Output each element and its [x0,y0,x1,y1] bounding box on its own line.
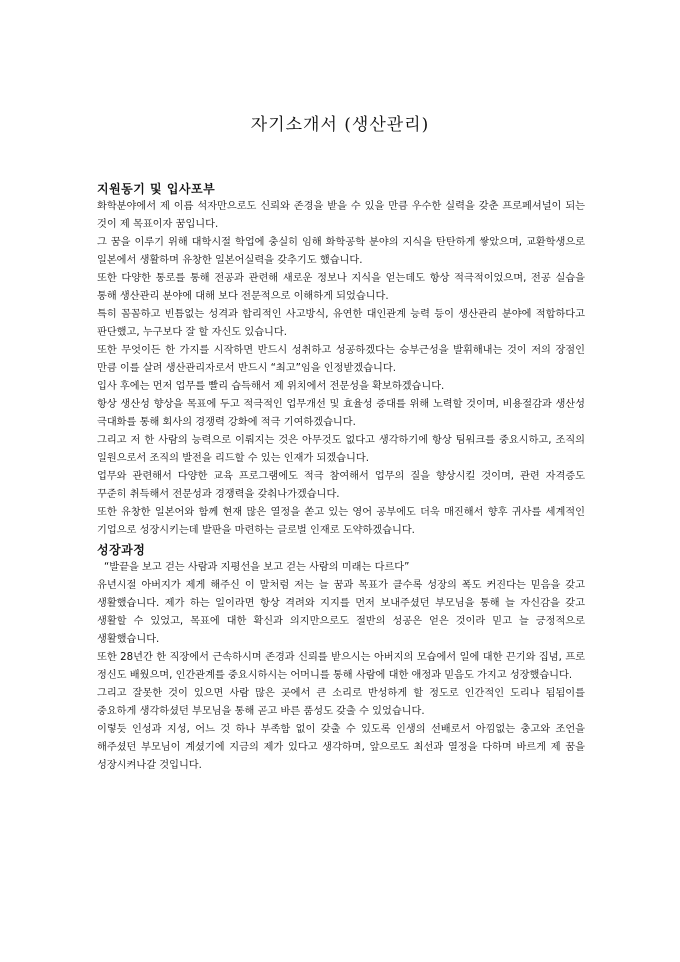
paragraph: 그 꿈을 이루기 위해 대학시절 학업에 충실히 임해 화학공학 분야의 지식을 탄탄하게 쌓았으며, 교환학생으로 일본에서 생활하며 유창한 일본어실력을 갖추기도 했습니다. [97,237,585,266]
section-heading-growth: 성장과정 [97,543,146,557]
document-title: 자기소개서 (생산관리) [250,115,430,135]
paragraph: 업무와 관련해서 다양한 교육 프로그램에도 적극 참여해서 업무의 질을 향상시킬 것이며, 관련 자격증도 꾸준히 취득해서 전문성과 경쟁력을 갖춰나가겠습니다. [97,471,585,500]
paragraph: 또한 28년간 한 직장에서 근속하시며 존경과 신뢰를 받으시는 아버지의 모습에서 일에 대한 끈기와 집념, 프로 정신도 배웠으며, 인간관계를 중요시하시는 어머니를 통해 사람에 대한 애정과 믿음도 가지고 성장했습니다. [97,652,585,681]
paragraph: 입사 후에는 먼저 업무를 빨리 습득해서 제 위치에서 전문성을 확보하겠습니다. [97,381,445,392]
paragraph: 그리고 저 한 사람의 능력으로 이뤄지는 것은 아무것도 없다고 생각하기에 항상 팀워크를 중요시하고, 조직의 일원으로서 조직의 발전을 리드할 수 있는 인재가 되겠습니다. [97,435,585,464]
paragraph: 항상 생산성 향상을 목표에 두고 적극적인 업무개선 및 효율성 증대를 위해 노력할 것이며, 비용절감과 생산성 극대화를 통해 회사의 경쟁력 강화에 적극 기여하겠습니다. [97,399,585,428]
section-growth [97,541,585,775]
quote-line: “발끝을 보고 걷는 사람과 지평선을 보고 걷는 사람의 미래는 다르다” [104,562,410,573]
paragraph: 특히 꼼꼼하고 빈틈없는 성격과 합리적인 사고방식, 유연한 대인관계 능력 등이 생산관리 분야에 적합하다고 판단했고, 누구보다 잘 할 자신도 있습니다. [97,309,585,338]
section-heading-motivation: 지원동기 및 입사포부 [97,182,216,196]
section-motivation [97,180,585,540]
paragraph: 이렇듯 인성과 지성, 어느 것 하나 부족함 없이 갖출 수 있도록 인생의 선배로서 아낌없는 충고와 조언을 해주셨던 부모님이 계셨기에 지금의 제가 있다고 생각하며, 앞으로도 최선과 열정을 다하며 바르게 제 꿈을 성장시켜나갈 것입니다. [97,724,585,771]
paragraph: 또한 무엇이든 한 가지를 시작하면 반드시 성취하고 성공하겠다는 승부근성을 발휘해내는 것이 저의 장점인 만큼 이를 살려 생산관리자로서 반드시 “최고”임을 인정받겠습니다. [97,345,585,374]
paragraph: 유년시절 아버지가 제게 해주신 이 말처럼 저는 늘 꿈과 목표가 클수록 성장의 폭도 커진다는 믿음을 갖고 생활했습니다. 제가 하는 일이라면 항상 격려와 지지를 먼저 보내주셨던 부모님을 통해 늘 자신감을 갖고 생활할 수 있었고, 목표에 대한 확신과 의지만으로도 절반의 성공은 얻은 것이라 믿고 늘 긍정적으로 생활했습니다. [97,580,585,645]
paragraph: 또한 유창한 일본어와 함께 현재 많은 열정을 쏟고 있는 영어 공부에도 더욱 매진해서 향후 귀사를 세계적인 기업으로 성장시키는데 발판을 마련하는 글로벌 인재로 도약하겠습니다. [97,507,585,536]
paragraph: 그리고 잘못한 것이 있으면 사람 많은 곳에서 큰 소리로 반성하게 할 정도로 인간적인 도리나 됨됨이를 중요하게 생각하셨던 부모님을 통해 곧고 바른 품성도 갖출 수 있었습니다. [97,688,585,717]
paragraph: 화학분야에서 제 이름 석자만으로도 신뢰와 존경을 받을 수 있을 만큼 우수한 실력을 갖춘 프로페셔널이 되는 것이 제 목표이자 꿈입니다. [97,201,585,230]
paragraph: 또한 다양한 통로를 통해 전공과 관련해 새로운 정보나 지식을 얻는데도 항상 적극적이었으며, 전공 실습을 통해 생산관리 분야에 대해 보다 전문적으로 이해하게 되었습니다. [97,273,585,302]
